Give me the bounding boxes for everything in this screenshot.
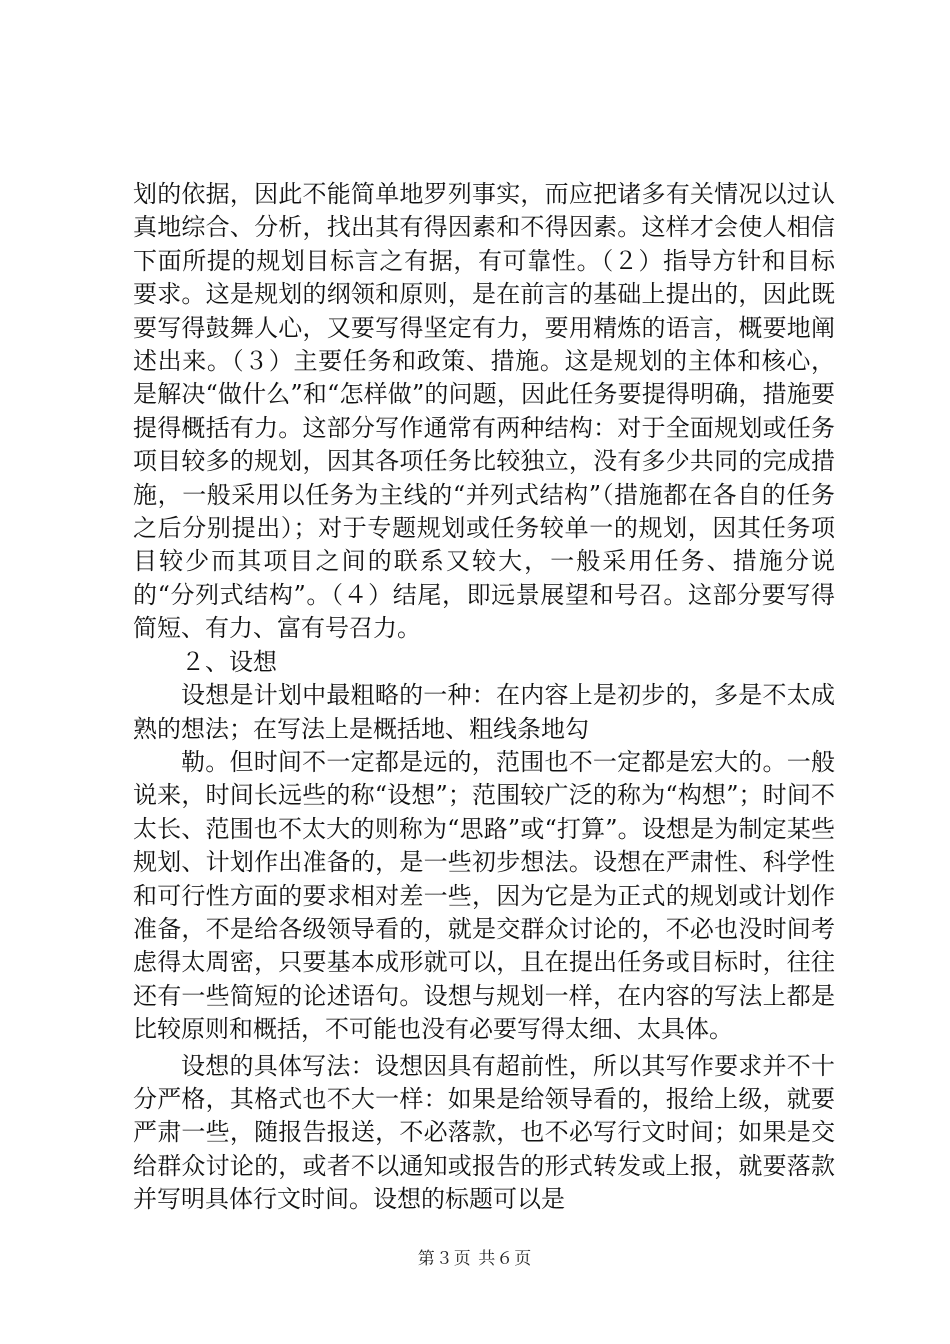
- paragraph-planning-structure: 划的依据，因此不能简单地罗列事实，而应把诸多有关情况以过认真地综合、分析，找出其有得因素和不得因素。这样才会使人相信下面所提的规划目标言之有据，有可靠性。（２）指导方针和目标要求。这是规划的纲领和原则，是在前言的基础上提出的，因此既要写得鼓舞人心，又要写得坚定有力，要用精炼的语言，概要地阐述出来。（３）主要任务和政策、措施。这是规划的主体和核心，是解决“做什么”和“怎样做”的问题，因此任务要提得明确，措施要提得概括有力。这部分写作通常有两种结构：对于全面规划或任务项目较多的规划，因其各项任务比较独立，没有多少共同的完成措施，一般采用以任务为主线的“并列式结构”（措施都在各自的任务之后分别提出）；对于专题规划或任务较单一的规划，因其任务项目较少而其项目之间的联系又较大，一般采用任务、措施分说的“分列式结构”。（４）结尾，即远景展望和号召。这部分要写得简短、有力、富有号召力。: [133, 180, 835, 643]
- paragraph-idea-writing-method: 设想的具体写法：设想因具有超前性，所以其写作要求并不十分严格，其格式也不大一样：如果是给领导看的，报给上级，就要严肃一些，随报告报送，不必落款，也不必写行文时间；如果是交给群众讨论的，或者不以通知或报告的形式转发或上报，就要落款并写明具体行文时间。设想的标题可以是: [133, 1051, 835, 1214]
- section-heading-idea: ２、设想: [181, 647, 277, 676]
- page-number-footer: 第３页 共６页: [417, 1249, 533, 1269]
- paragraph-idea-definition: 设想是计划中最粗略的一种：在内容上是初步的，多是不太成熟的想法；在写法上是概括地、粗线条地勾: [133, 681, 835, 743]
- document-body: [133, 178, 835, 1217]
- paragraph-idea-scope: 勒。但时间不一定都是远的，范围也不一定都是宏大的。一般说来，时间长远些的称“设想”；范围较广泛的称为“构想”；时间不太长、范围也不太大的则称为“思路”或“打算”。设想是为制定某些规划、计划作出准备的，是一些初步想法。设想在严肃性、科学性和可行性方面的要求相对差一些，因为它是为正式的规划或计划作准备，不是给各级领导看的，就是交群众讨论的，不必也没时间考虑得太周密，只要基本成形就可以，且在提出任务或目标时，往往还有一些简短的论述语句。设想与规划一样，在内容的写法上都是比较原则和概括，不可能也没有必要写得太细、太具体。: [133, 747, 835, 1044]
